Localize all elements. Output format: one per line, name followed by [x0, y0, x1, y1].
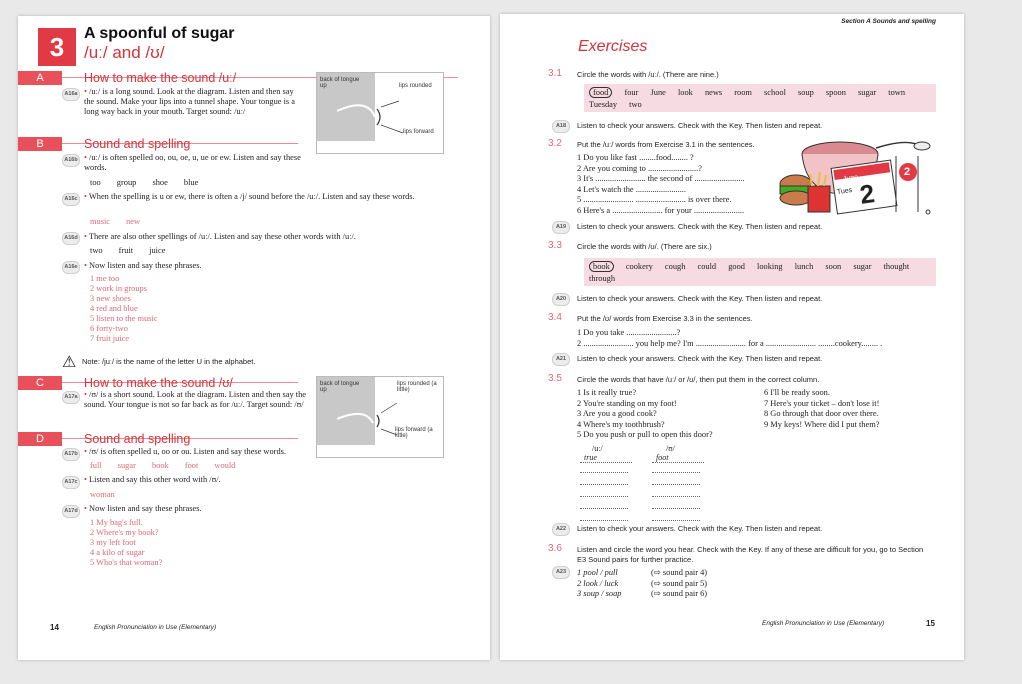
word-chip[interactable]: cough	[664, 262, 686, 271]
audio-track-icon[interactable]: A16d	[62, 232, 80, 245]
listen-instruction: Listen to check your answers. Check with the Key. Then listen and repeat.	[577, 524, 823, 533]
phrase-list: 1 me too 2 work in groups 3 new shoes 4 red and blue 5 listen to the music 6 forty-two 7 fruit juice	[90, 274, 158, 343]
unit-title: A spoonful of sugar	[84, 25, 235, 42]
mouth-diagram-uu	[316, 72, 444, 154]
column-uu: /uː/ true	[580, 444, 630, 523]
diagram-label: lips forward	[403, 129, 434, 135]
section-b-item: • /uː/ is often spelled oo, ou, oe, u, ue or ew. Listen and say these words.	[84, 153, 301, 172]
diagram-label: lips forward (a little)	[395, 427, 433, 439]
exercise-number: 3.1	[548, 68, 562, 79]
lips-arrows-icon	[337, 391, 427, 441]
audio-track-icon[interactable]: A16c	[62, 193, 80, 206]
section-d-item: • Now listen and say these phrases.	[84, 504, 202, 513]
page-footer: English Pronunciation in Use (Elementary)	[94, 624, 217, 631]
audio-track-icon[interactable]: A16b	[62, 154, 80, 167]
section-d-title: Sound and spelling	[84, 432, 191, 446]
word-chip[interactable]: food	[589, 87, 612, 98]
word-list: full sugar book foot would	[90, 461, 236, 470]
section-c-title: How to make the sound /ʊ/	[84, 376, 233, 390]
word-chip[interactable]: good	[728, 262, 745, 271]
calendar-month: June	[842, 173, 859, 184]
exercise-number: 3.4	[548, 312, 562, 323]
word-chip[interactable]: town	[888, 88, 906, 97]
exercise-number: 3.2	[548, 138, 562, 149]
word-list: woman	[90, 490, 115, 499]
diagram-label: lips rounded	[399, 83, 432, 89]
phrase-list: 1 My bag's full. 2 Where's my book? 3 my left foot 4 a kilo of sugar 5 Who's that woman?	[90, 518, 163, 567]
section-a-badge: A	[18, 71, 62, 85]
word-chip[interactable]: thought	[883, 262, 910, 271]
audio-track-icon[interactable]: A21	[552, 353, 570, 366]
word-chip[interactable]: news	[704, 88, 723, 97]
sound-pair-list: 1 pool / pull (⇨ sound pair 4) 2 look / luck (⇨ sound pair 5) 3 soup / soap (⇨ sound pair 6)	[577, 568, 708, 598]
section-d-badge: D	[18, 432, 62, 446]
exercise-instruction: Listen and circle the word you hear. Check with the Key. If any of these are difficult for you, go to Section E3 Sound pairs for further practice.	[577, 545, 924, 564]
word-chip[interactable]: book	[589, 261, 614, 272]
exercise-badge: 2	[904, 166, 911, 178]
word-chip[interactable]: two	[629, 100, 642, 109]
section-d-item: • Listen and say this other word with /ʊ/.	[84, 475, 221, 484]
exercise-instruction: Circle the words that have /uː/ or /ʊ/, then put them in the correct column.	[577, 375, 820, 384]
audio-track-icon[interactable]: A17d	[62, 505, 80, 518]
section-b-title: Sound and spelling	[84, 137, 191, 151]
exercises-title: Exercises	[578, 38, 648, 55]
listen-instruction: Listen to check your answers. Check with the Key. Then listen and repeat.	[577, 354, 823, 363]
audio-track-icon[interactable]: A18	[552, 120, 570, 133]
word-chip[interactable]: sugar	[858, 88, 877, 97]
calendar-day: Tues	[836, 186, 853, 197]
lips-arrows-icon	[337, 87, 427, 137]
page-number: 15	[926, 619, 935, 628]
section-header: Section A Sounds and spelling	[841, 18, 936, 25]
column-u: /ʊ/ foot	[652, 444, 702, 523]
exercise-instruction: Put the /ʊ/ words from Exercise 3.3 in the sentences.	[577, 314, 753, 323]
unit-subtitle: /uː/ and /ʊ/	[84, 43, 165, 62]
unit-number-badge: 3	[38, 28, 76, 66]
exercise-instruction: Put the /uː/ words from Exercise 3.1 in the sentences.	[577, 140, 755, 149]
answer-table	[580, 444, 720, 523]
warning-icon: ⚠	[62, 354, 77, 371]
word-chip[interactable]: through	[589, 274, 616, 283]
audio-track-icon[interactable]: A16a	[62, 88, 80, 101]
word-chip[interactable]: room	[734, 88, 752, 97]
audio-track-icon[interactable]: A20	[552, 293, 570, 306]
exercise-number: 3.5	[548, 373, 562, 384]
exercise-number: 3.6	[548, 543, 562, 554]
word-chip[interactable]: soup	[798, 88, 814, 97]
calendar-date: 2	[857, 178, 877, 210]
mouth-diagram-u	[316, 376, 444, 458]
listen-instruction: Listen to check your answers. Check with the Key. Then listen and repeat.	[577, 294, 823, 303]
diagram-label: back of tongue up	[320, 381, 360, 393]
section-b-item: • There are also other spellings of /uː/. Listen and say these other words with /uː/.	[84, 232, 356, 241]
word-chip[interactable]: June	[650, 88, 666, 97]
sentence-list-col1: 1 Is it really true? 2 You're standing on my foot! 3 Are you a good cook? 4 Where's my toothbrush? 5 Do you push or pull to open this door?	[577, 388, 713, 439]
audio-track-icon[interactable]: A17c	[62, 476, 80, 489]
section-c-text: • /ʊ/ is a short sound. Look at the diagram. Listen and then say the sound. Your tongue is not so far back as for /uː/. Target sound: /ʊ/	[84, 390, 306, 409]
word-chip[interactable]: sugar	[853, 262, 872, 271]
left-page	[18, 16, 490, 660]
word-chip[interactable]: soon	[825, 262, 842, 271]
section-a-title: How to make the sound /uː/	[84, 71, 237, 85]
audio-track-icon[interactable]: A17b	[62, 448, 80, 461]
section-b-item: • Now listen and say these phrases.	[84, 261, 202, 270]
note-text: Note: /juː/ is the name of the letter U in the alphabet.	[82, 357, 256, 366]
listen-instruction: Listen to check your answers. Check with the Key. Then listen and repeat.	[577, 121, 823, 130]
word-chip[interactable]: four	[624, 88, 639, 97]
audio-track-icon[interactable]: A23	[552, 566, 570, 579]
sentence-list: 1 Do you like fast ........food........ ? 2 Are you coming to ........................? 3 It's ........................ the second of ........................ 4 Let's watch the ........................ 5 ........................ ........................ is over there. 6 Here's a ........................ for your ........................	[577, 153, 745, 215]
word-chip[interactable]: school	[764, 88, 786, 97]
word-chip[interactable]: look	[677, 88, 693, 97]
food-calendar-illustration	[778, 134, 940, 218]
word-box-3-3	[584, 258, 936, 286]
sentence-list: 1 Do you take ........................? 2 ........................ you help me? I'm ........................ for a ........................ ........cookery........ .	[577, 328, 883, 348]
diagram-label: lips rounded (a little)	[397, 381, 437, 393]
exercise-instruction: Circle the words with /uː/. (There are nine.)	[577, 70, 719, 79]
audio-track-icon[interactable]: A17a	[62, 391, 80, 404]
word-box-3-1	[584, 84, 936, 112]
section-b-item: • When the spelling is u or ew, there is often a /j/ sound before the /uː/. Listen and say these words.	[84, 192, 415, 201]
sentence-list-col2: 6 I'll be ready soon. 7 Here's your ticket – don't lose it! 8 Go through that door over there. 9 My keys! Where did I put them?	[764, 388, 880, 429]
section-a-text: • /uː/ is a long sound. Look at the diagram. Listen and then say the sound. Make your lips into a tunnel shape. Your tongue is a long way back in your mouth. Target sound: /uː/	[84, 87, 295, 116]
page-footer: English Pronunciation in Use (Elementary)	[762, 620, 885, 627]
audio-track-icon[interactable]: A19	[552, 221, 570, 234]
word-chip[interactable]: Tuesday	[589, 100, 618, 109]
word-chip[interactable]: looking	[757, 262, 783, 271]
page-number: 14	[50, 623, 59, 632]
section-d-item: • /ʊ/ is often spelled u, oo or ou. Listen and say these words.	[84, 447, 286, 456]
diagram-label: back of tongue up	[320, 77, 360, 89]
word-chip[interactable]: could	[697, 262, 717, 271]
audio-track-icon[interactable]: A16e	[62, 261, 80, 274]
right-page	[500, 14, 964, 660]
listen-instruction: Listen to check your answers. Check with the Key. Then listen and repeat.	[577, 222, 823, 231]
word-chip[interactable]: lunch	[794, 262, 814, 271]
exercise-instruction: Circle the words with /ʊ/. (There are six.)	[577, 242, 712, 251]
word-list: too group shoe blue	[90, 178, 199, 187]
word-list: two fruit juice	[90, 246, 166, 255]
section-b-badge: B	[18, 137, 62, 151]
word-chip[interactable]: spoon	[825, 88, 846, 97]
section-c-badge: C	[18, 376, 62, 390]
exercise-number: 3.3	[548, 240, 562, 251]
word-chip[interactable]: cookery	[625, 262, 653, 271]
word-list: music new	[90, 217, 141, 226]
audio-track-icon[interactable]: A22	[552, 523, 570, 536]
